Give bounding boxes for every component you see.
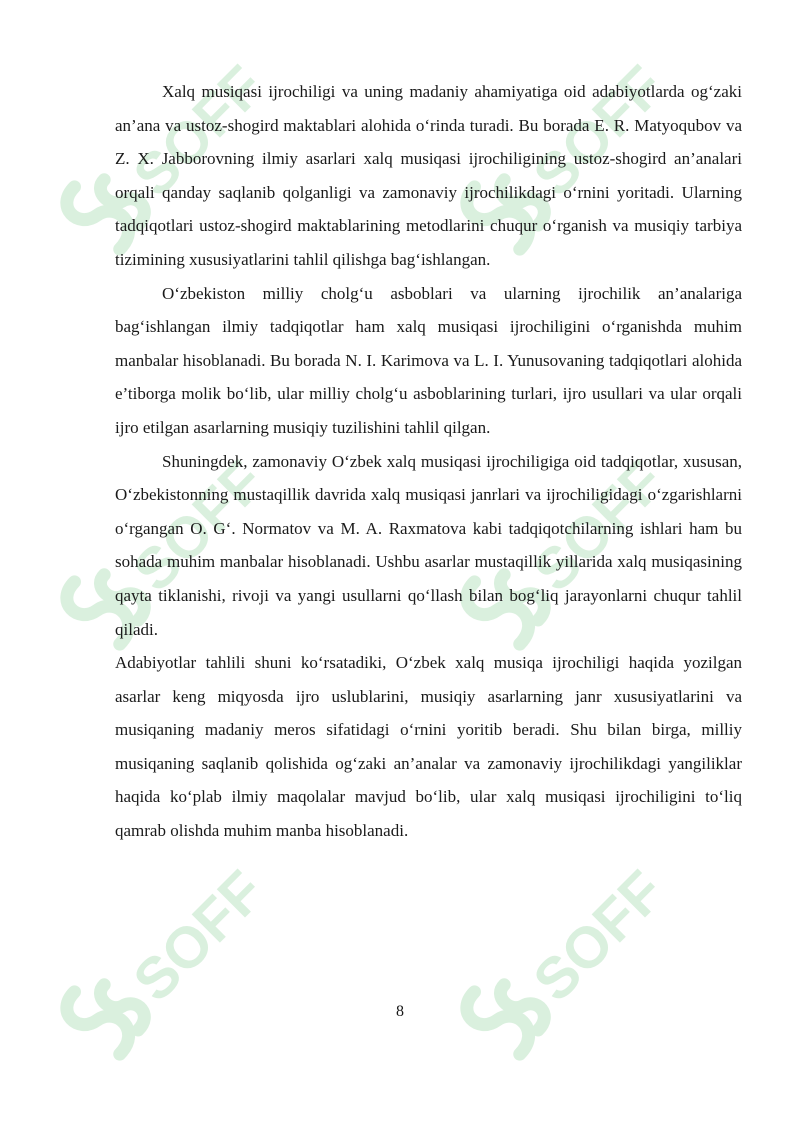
- paragraph: Xalq musiqasi ijrochiligi va uning madaniy ahamiyatiga oid adabiyotlarda og‘zaki an’ana va ustoz-shogird maktablari alohida o‘rinda turadi. Bu borada E. R. Matyoqubov va Z. X. Jabborovning ilmiy asarlari xalq musiqasi ijrochiligining ustoz-shogird an’analari orqali qanday saqlanib qolganligi va zamonaviy ijrochilikdagi o‘rnini yoritadi. Ularning tadqiqotlari ustoz-shogird maktablarining metodlarini chuqur o‘rganish va musiqiy tarbiya tizimining xususiyatlarini tahlil qilishga bag‘ishlangan.: [115, 82, 742, 269]
- svg-text:SOFF: SOFF: [521, 858, 677, 1014]
- watermark-logo: [17, 817, 314, 1114]
- document-body: [115, 75, 742, 848]
- svg-text:SOFF: SOFF: [121, 858, 277, 1014]
- soff-logo-icon: [17, 817, 314, 1114]
- svg-text:SOFF: SOFF: [521, 53, 677, 209]
- page-number: 8: [396, 1003, 404, 1020]
- soff-logo-icon: [417, 817, 714, 1114]
- paragraph: Shuningdek, zamonaviy O‘zbek xalq musiqasi ijrochiligiga oid tadqiqotlar, xususan, O‘zbekistonning mustaqillik davrida xalq musiqasi janrlari va ijrochiligidagi o‘zgarishlarni o‘rgangan O. G‘. Normatov va M. A. Raxmatova kabi tadqiqotchilarning ishlari ham bu sohada muhim manbalar hisoblanadi. Ushbu asarlar mustaqillik yillarida xalq musiqasining qayta tiklanishi, rivoji va yangi usullarni qo‘llash bilan bog‘liq jarayonlarni chuqur tahlil qiladi.: [115, 451, 742, 639]
- svg-text:SOFF: SOFF: [121, 53, 277, 209]
- paragraph: Adabiyotlar tahlili shuni ko‘rsatadiki, O‘zbek xalq musiqa ijrochiligi haqida yozilgan asarlar keng miqyosda ijro uslublarini, musiqiy asarlarning janr xususiyatlarini va musiqaning madaniy meros sifatidagi o‘rnini yoritib beradi. Shu bilan birga, milliy musiqaning saqlanib qolishida og‘zaki an’analar va zamonaviy ijrochilikdagi yangiliklar haqida ko‘plab ilmiy maqolalar mavjud bo‘lib, ular xalq musiqasi ijrochiligini to‘liq qamrab olishda muhim manba hisoblanadi.: [115, 653, 742, 841]
- svg-text:SOFF: SOFF: [121, 448, 277, 604]
- watermark-logo: [417, 817, 714, 1114]
- paragraph: O‘zbekiston milliy cholg‘u asboblari va ularning ijrochilik an’analariga bag‘ishlangan ilmiy tadqiqotlar ham xalq musiqasi ijrochiligini o‘rganishda muhim manbalar hisoblanadi. Bu borada N. I. Karimova va L. I. Yunusovaning tadqiqotlari alohida e’tiborga molik bo‘lib, ular milliy cholg‘u asboblarining turlari, ijro usullari va ular orqali ijro etilgan asarlarning musiqiy tuzilishini tahlil qilgan.: [115, 283, 742, 437]
- svg-text:SOFF: SOFF: [521, 448, 677, 604]
